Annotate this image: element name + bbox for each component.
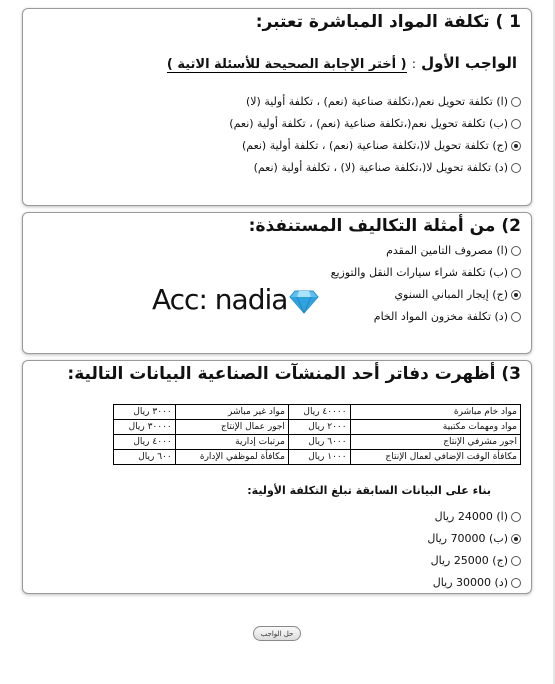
option-label: (ج) 25000 ريال (430, 554, 508, 567)
question-2-title: 2) من أمثلة التكاليف المستنفذة: (248, 216, 521, 236)
table-cell: ٣٠٠٠ ريال (114, 405, 176, 420)
table-cell: ٦٠٠ ريال (114, 450, 176, 465)
q1-option-b[interactable] (229, 117, 521, 130)
table-cell: مكافأة الوقت الإضافي لعمال الإنتاج (350, 450, 520, 465)
q1-option-a[interactable] (246, 95, 521, 108)
watermark-text: Acc: nadia (152, 283, 288, 316)
radio-button[interactable] (511, 119, 521, 129)
radio-button[interactable] (511, 97, 521, 107)
homework-instruction: ( أختر الإجابة الصحيحة للأسئلة الاتية ) (166, 57, 407, 72)
table-cell: مكافأة لموظفي الإدارة (175, 450, 288, 465)
question-1-card (22, 8, 532, 206)
table-cell: اجور مشرفي الإنتاج (350, 435, 520, 450)
table-cell: مواد ومهمات مكتبية (350, 420, 520, 435)
q1-option-c[interactable] (242, 139, 521, 152)
radio-button[interactable] (511, 578, 521, 588)
watermark (152, 283, 319, 316)
table-cell: مواد خام مباشرة (350, 405, 520, 420)
option-label: (ا) تكلفة تحويل نعم(،تكلفة صناعية (نعم) ، تكلفة أولية (لا) (245, 95, 508, 108)
radio-button[interactable] (511, 163, 521, 173)
option-label: (ب) 70000 ريال (427, 532, 508, 545)
table-cell: ٦٠٠٠ ريال (288, 435, 350, 450)
option-label: (د) تكلفة مخزون المواد الخام (373, 310, 508, 323)
radio-button[interactable] (511, 556, 521, 566)
question-3-prompt: بناء على البيانات السابقة تبلغ التكلفة الأولية: (247, 484, 491, 497)
table-cell: ٢٠٠٠ ريال (288, 420, 350, 435)
table-cell: اجور عمال الإنتاج (175, 420, 288, 435)
q1-option-d[interactable] (254, 161, 521, 174)
table-cell: ٣٠٠٠٠ ريال (114, 420, 176, 435)
question-3-title: 3) أظهرت دفاتر أحد المنشآت الصناعية البيانات التالية: (67, 364, 521, 384)
q3-option-c[interactable] (431, 554, 521, 567)
radio-button-selected[interactable] (511, 290, 521, 300)
data-table (113, 404, 521, 465)
q2-option-b[interactable] (331, 266, 521, 279)
radio-button-selected[interactable] (511, 534, 521, 544)
q2-option-a[interactable] (386, 244, 521, 257)
table-cell: مواد غير مباشر (175, 405, 288, 420)
submit-homework-button[interactable]: حل الواجب (253, 626, 301, 641)
table-cell: مرتبات إدارية (175, 435, 288, 450)
option-label: (ج) إيجار المباني السنوي (394, 288, 508, 301)
radio-button[interactable] (511, 312, 521, 322)
table-row (114, 435, 521, 450)
table-row (114, 450, 521, 465)
q2-option-d[interactable] (374, 310, 521, 323)
q3-option-d[interactable] (433, 576, 521, 589)
homework-label: الواجب الأول (421, 54, 517, 72)
table-cell: ٤٠٠٠٠ ريال (288, 405, 350, 420)
option-label: (ب) تكلفة تحويل نعم(،تكلفة صناعية (نعم) ، تكلفة أولية (نعم) (229, 117, 508, 130)
table-row (114, 420, 521, 435)
option-label: (د) تكلفة تحويل لا(،تكلفة صناعية (لا) ، تكلفة أولية (نعم) (253, 161, 508, 174)
radio-button[interactable] (511, 246, 521, 256)
table-cell: ٤٠٠٠ ريال (114, 435, 176, 450)
table-row (114, 405, 521, 420)
question-3-card (22, 360, 532, 594)
radio-button-selected[interactable] (511, 141, 521, 151)
option-label: (ب) تكلفة شراء سيارات النقل والتوزيع (330, 266, 508, 279)
homework-header (167, 54, 517, 72)
homework-separator: : (411, 57, 416, 71)
gem-icon (289, 285, 319, 315)
q3-option-a[interactable] (435, 510, 521, 523)
option-label: (ا) 24000 ريال (434, 510, 508, 523)
option-label: (د) 30000 ريال (432, 576, 508, 589)
option-label: (ج) تكلفة تحويل لا(،تكلفة صناعية (نعم) ، تكلفة أولية (نعم) (241, 139, 508, 152)
option-label: (ا) مصروف التامين المقدم (386, 244, 508, 257)
table-cell: ١٠٠٠ ريال (288, 450, 350, 465)
q3-option-b[interactable] (427, 532, 521, 545)
radio-button[interactable] (511, 268, 521, 278)
radio-button[interactable] (511, 512, 521, 522)
question-1-title: 1 ) تكلفة المواد المباشرة تعتبر: (255, 12, 521, 32)
q2-option-c[interactable] (394, 288, 521, 301)
